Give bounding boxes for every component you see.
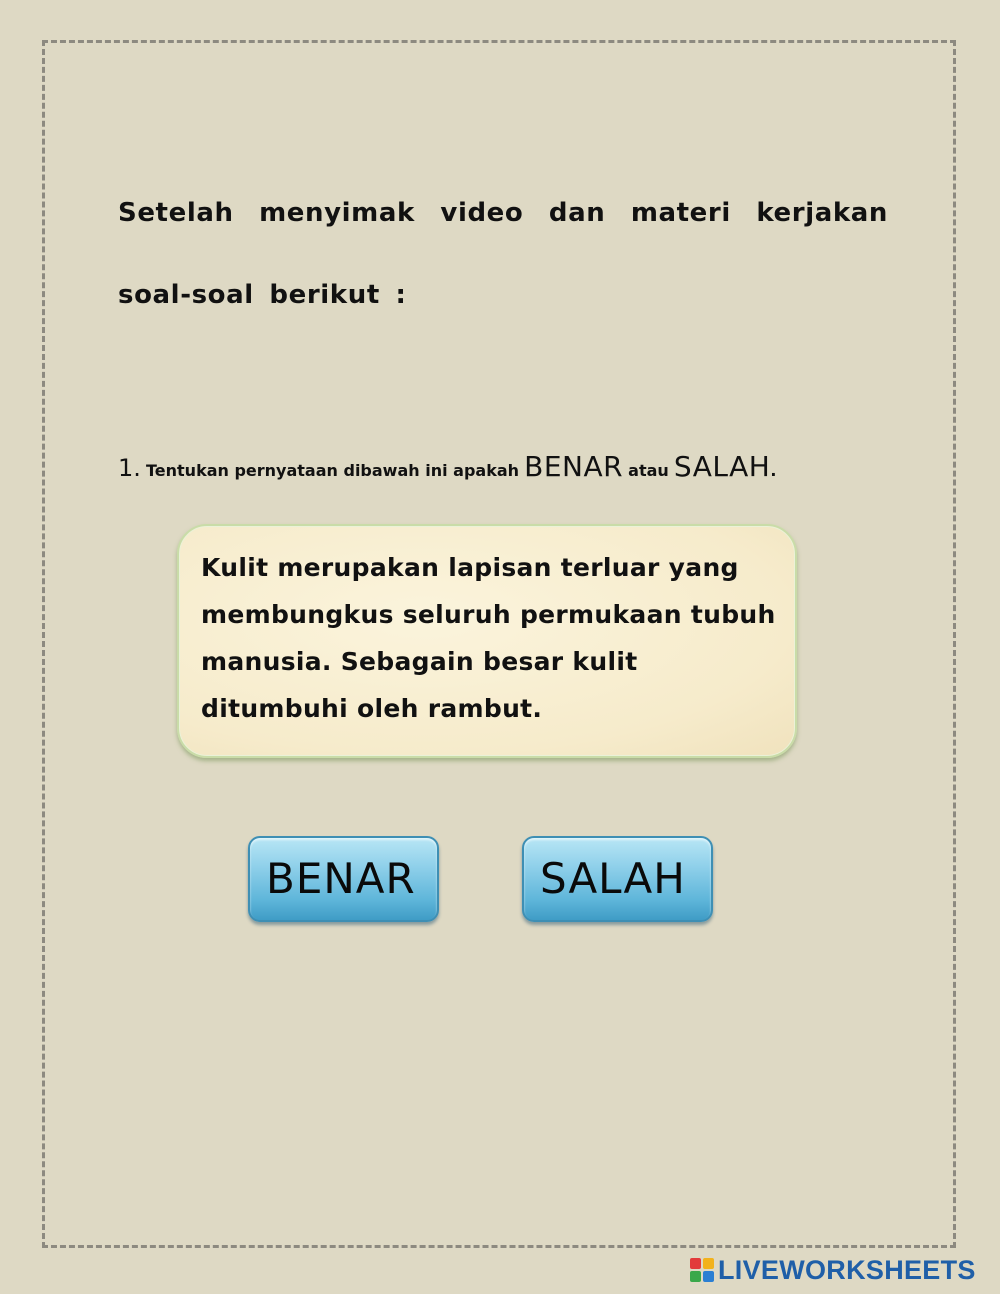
question-connector: atau	[628, 461, 669, 480]
liveworksheets-logo-icon	[690, 1258, 714, 1282]
benar-button[interactable]	[248, 836, 439, 922]
salah-button[interactable]	[522, 836, 713, 922]
liveworksheets-brand	[690, 1254, 976, 1286]
question-number: 1.	[118, 454, 141, 482]
instruction-text: Setelah menyimak video dan materi kerjakan soal-soal berikut :	[118, 198, 888, 310]
question-1	[118, 450, 878, 483]
question-prefix: Tentukan pernyataan dibawah ini apakah	[146, 461, 520, 480]
salah-button-label: SALAH	[540, 854, 686, 903]
question-option-benar: BENAR	[524, 450, 624, 483]
question-option-salah: SALAH	[673, 450, 771, 483]
brand-name: LIVEWORKSHEETS	[718, 1254, 976, 1285]
statement-text: Kulit merupakan lapisan terluar yang membungkus seluruh permukaan tubuh manusia. Sebagain besar kulit ditumbuhi oleh rambut.	[201, 553, 776, 723]
question-suffix: .	[770, 461, 777, 480]
statement-box	[177, 524, 797, 758]
benar-button-label: BENAR	[266, 854, 416, 903]
